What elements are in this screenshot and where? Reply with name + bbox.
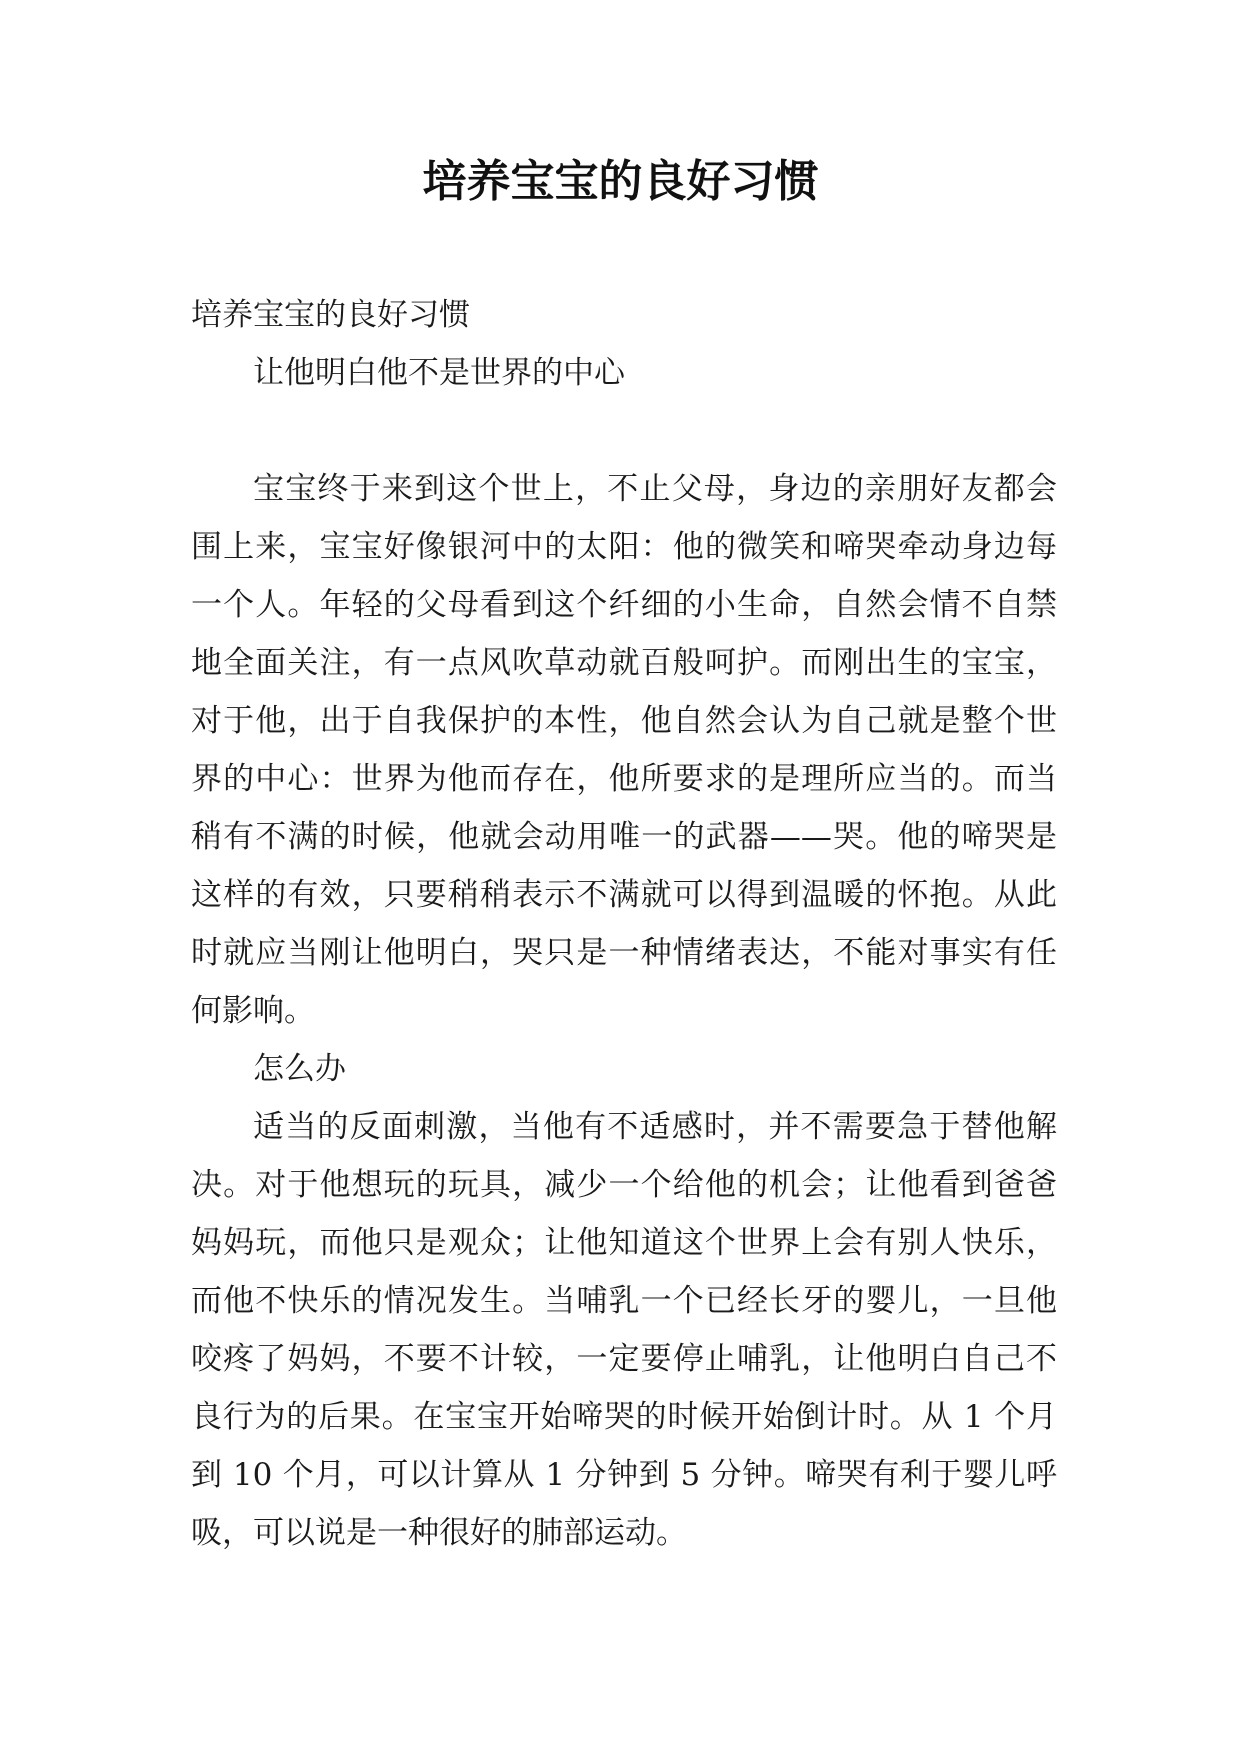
document-title: 培养宝宝的良好习惯 — [422, 156, 819, 207]
paragraph-body-2: 适当的反面刺激，当他有不适感时，并不需要急于替他解决。对于他想玩的玩具，减少一个给他的机会；让他看到爸爸妈妈玩，而他只是观众；让他知道这个世界上会有别人快乐，而他不快乐的情况发生。当哺乳一个已经长牙的婴儿，一旦他咬疼了妈妈，不要不计较，一定要停止哺乳，让他明白自己不良行为的后果。在宝宝开始啼哭的时候开始倒计时。从 1 个月到 10 个月，可以计算从 1 分钟到 5 分钟。啼哭有利于婴儿呼吸，可以说是一种很好的肺部运动。 — [191, 1109, 1057, 1551]
blank-line — [191, 402, 1057, 460]
paragraph-body-1: 宝宝终于来到这个世上，不止父母，身边的亲朋好友都会围上来，宝宝好像银河中的太阳：他的微笑和啼哭牵动身边每一个人。年轻的父母看到这个纤细的小生命，自然会情不自禁地全面关注，有一点风吹草动就百般呵护。而刚出生的宝宝，对于他，出于自我保护的本性，他自然会认为自己就是整个世界的中心：世界为他而存在，他所要求的是理所应当的。而当稍有不满的时候，他就会动用唯一的武器——哭。他的啼哭是这样的有效，只要稍稍表示不满就可以得到温暖的怀抱。从此时就应当刚让他明白，哭只是一种情绪表达，不能对事实有任何影响。 — [191, 471, 1057, 1029]
paragraph-section-heading: 怎么办 — [253, 1051, 346, 1087]
paragraph-heading: 培养宝宝的良好习惯 — [191, 297, 470, 333]
document-body — [191, 286, 1057, 1562]
paragraph-subheading: 让他明白他不是世界的中心 — [253, 355, 625, 391]
